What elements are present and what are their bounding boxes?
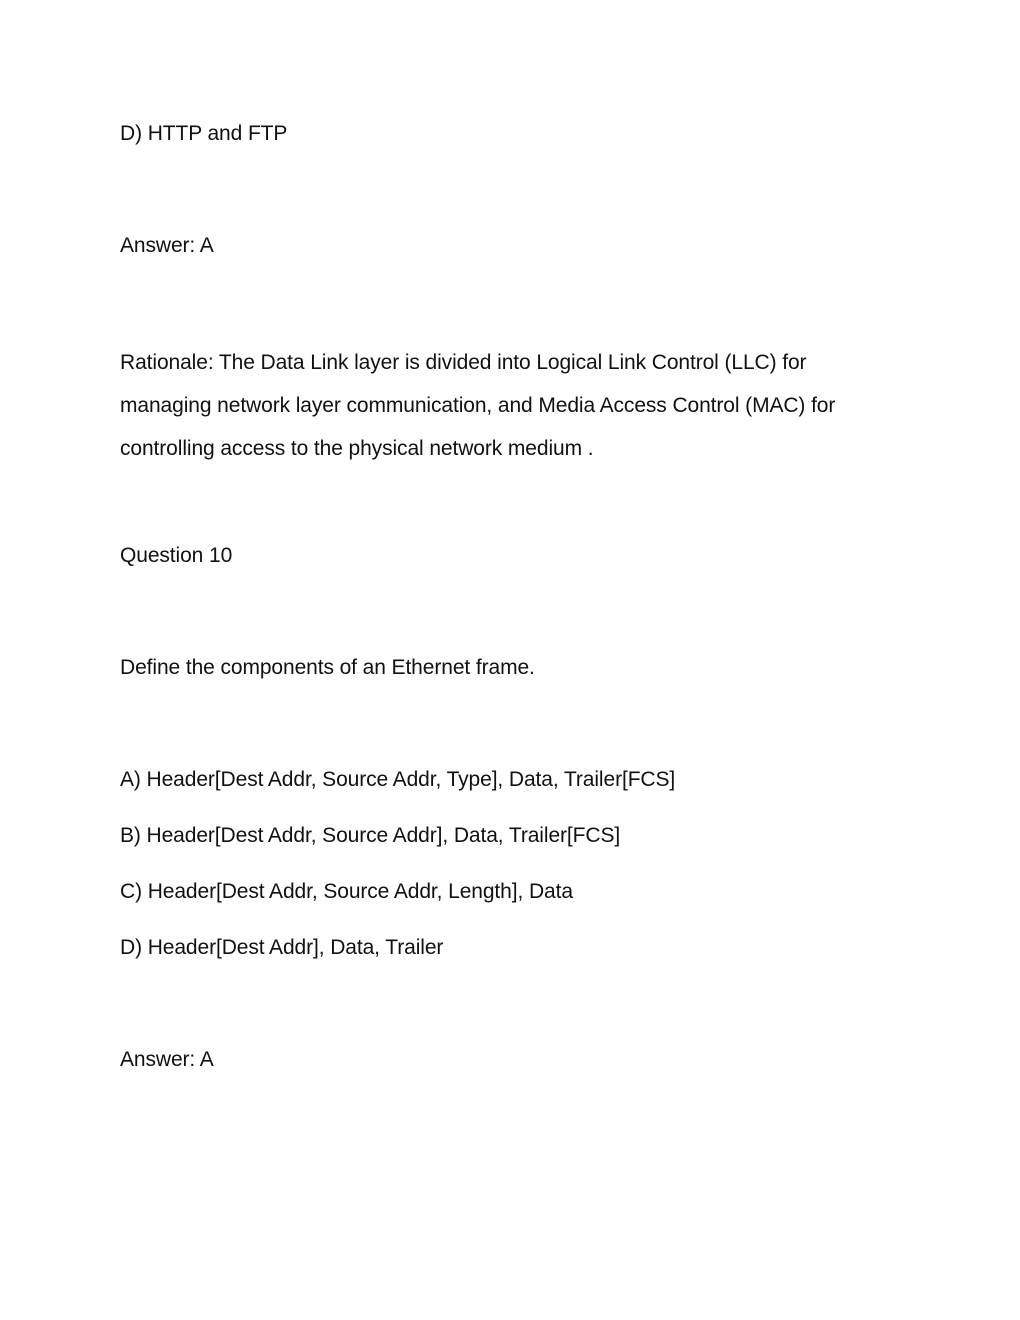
rationale-line: controlling access to the physical network medium . <box>120 437 594 460</box>
q10-option-c: C) Header[Dest Addr, Source Addr, Length], Data <box>120 880 573 903</box>
q9-option-d: D) HTTP and FTP <box>120 122 288 145</box>
q10-option-a: A) Header[Dest Addr, Source Addr, Type], Data, Trailer[FCS] <box>120 768 676 791</box>
rationale-line: Rationale: The Data Link layer is divided into Logical Link Control (LLC) for <box>120 351 807 374</box>
q10-heading: Question 10 <box>120 544 233 567</box>
q9-rationale <box>120 341 900 470</box>
q9-answer: Answer: A <box>120 234 214 257</box>
q10-answer: Answer: A <box>120 1048 214 1071</box>
q10-option-d: D) Header[Dest Addr], Data, Trailer <box>120 936 444 959</box>
q10-prompt: Define the components of an Ethernet frame. <box>120 656 535 679</box>
rationale-line: managing network layer communication, and Media Access Control (MAC) for <box>120 394 836 417</box>
q10-option-b: B) Header[Dest Addr, Source Addr], Data, Trailer[FCS] <box>120 824 621 847</box>
